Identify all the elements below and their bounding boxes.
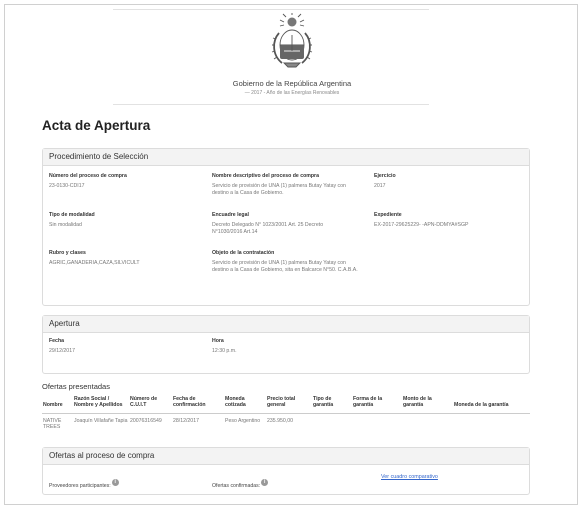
fecha-field (49, 338, 199, 355)
argentina-coat-of-arms-icon (262, 13, 322, 75)
proveedores-label: Proveedores participantes: (49, 483, 111, 489)
apertura-panel (42, 315, 530, 374)
fecha-label: Fecha (49, 338, 64, 344)
proveedores-field (49, 474, 119, 492)
nombre-proceso-label: Nombre descriptivo del proceso de compra (212, 173, 319, 179)
ofertas-header-row (42, 396, 530, 413)
expediente-field (374, 212, 524, 229)
col-monto-garantia: Monto de la garantía (402, 396, 453, 413)
hora-field (212, 338, 362, 355)
header-top-rule (113, 9, 429, 10)
modalidad-label: Tipo de modalidad (49, 212, 95, 218)
info-icon[interactable]: i (261, 479, 268, 486)
expediente-label: Expediente (374, 212, 402, 218)
nombre-proceso-field (212, 173, 362, 197)
objeto-value: Servicio de provisión de UNA (1) palmera Butay Yatay con destino a la Casa de Gobierno, sita en Balcarce N°50. C.A.B.A. (212, 260, 358, 273)
rubro-label: Rubro y clases (49, 250, 86, 256)
encuadre-label: Encuadre legal (212, 212, 249, 218)
col-moneda-cotizada: Moneda cotizada (224, 396, 266, 413)
objeto-field (212, 250, 362, 274)
ver-cuadro-link-wrap (381, 474, 438, 480)
hora-label: Hora (212, 338, 224, 344)
confirmadas-label: Ofertas confirmadas: (212, 483, 261, 489)
col-cuit: Número de C.U.I.T (129, 396, 172, 413)
ver-cuadro-comparativo-link[interactable]: Ver cuadro comparativo (381, 474, 438, 480)
encuadre-field (212, 212, 342, 236)
procedimiento-panel (42, 148, 530, 306)
cell-moneda-cotizada: Peso Argentino (225, 417, 261, 424)
col-moneda-garantia: Moneda de la garantía (453, 396, 530, 413)
modalidad-value: Sin modalidad (49, 222, 82, 228)
apertura-title: Apertura (43, 316, 529, 333)
ejercicio-value: 2017 (374, 183, 386, 189)
info-icon[interactable]: i (112, 479, 119, 486)
objeto-label: Objeto de la contratación (212, 250, 275, 256)
col-precio-total: Precio total general (266, 396, 312, 413)
col-nombre: Nombre (42, 396, 73, 413)
ofertas-proceso-panel (42, 447, 530, 495)
page-title: Acta de Apertura (42, 118, 151, 133)
col-fecha-confirmacion: Fecha de confirmación (172, 396, 224, 413)
cell-tipo-garantia (312, 413, 352, 432)
numero-proceso-label: Número del proceso de compra (49, 173, 127, 179)
hora-value: 12:30 p.m. (212, 348, 237, 354)
cell-monto-garantia (402, 413, 453, 432)
col-tipo-garantia: Tipo de garantía (312, 396, 352, 413)
col-razon-social: Razón Social / Nombre y Apellidos (73, 396, 129, 413)
year-motto: — 2017 - Año de las Energías Renovables (244, 90, 340, 96)
cell-fecha-confirmacion: 28/12/2017 (173, 417, 199, 424)
cell-nombre: NATIVE TREES (43, 417, 62, 431)
ofertas-proceso-title: Ofertas al proceso de compra (43, 448, 529, 465)
rubro-value: AGRIC,GANADERIA,CAZA,SILVICULT (49, 260, 140, 266)
government-name: Gobierno de la República Argentina (232, 79, 352, 88)
fecha-value: 29/12/2017 (49, 348, 75, 354)
procedimiento-title: Procedimiento de Selección (43, 149, 529, 166)
expediente-value: EX-2017-29625229- -APN-DDMYA#SGP (374, 222, 469, 228)
cell-cuit: 20076316549 (130, 417, 162, 424)
cell-razon-social: Joaquín Villafañe Tapia (74, 417, 128, 424)
numero-proceso-value: 23-0130-CDI17 (49, 183, 85, 189)
ofertas-table (42, 396, 530, 433)
cell-moneda-garantia (453, 413, 530, 432)
table-row (42, 413, 530, 432)
ejercicio-field (374, 173, 524, 190)
header-bottom-rule (113, 104, 429, 105)
ofertas-presentadas-title: Ofertas presentadas (42, 382, 110, 391)
cell-precio-total: 235.950,00 (267, 417, 293, 424)
modalidad-field (49, 212, 199, 229)
numero-proceso-field (49, 173, 199, 190)
ejercicio-label: Ejercicio (374, 173, 396, 179)
col-forma-garantia: Forma de la garantía (352, 396, 402, 413)
encuadre-value: Decreto Delegado N° 1023/2001 Art. 25 Decreto N°1030/2016 Art.14 (212, 222, 324, 235)
confirmadas-field (212, 474, 268, 492)
rubro-field (49, 250, 199, 267)
cell-forma-garantia (352, 413, 402, 432)
nombre-proceso-value: Servicio de provisión de UNA (1) palmera Butay Yatay con destino a la Casa de Gobierno. (212, 183, 346, 196)
